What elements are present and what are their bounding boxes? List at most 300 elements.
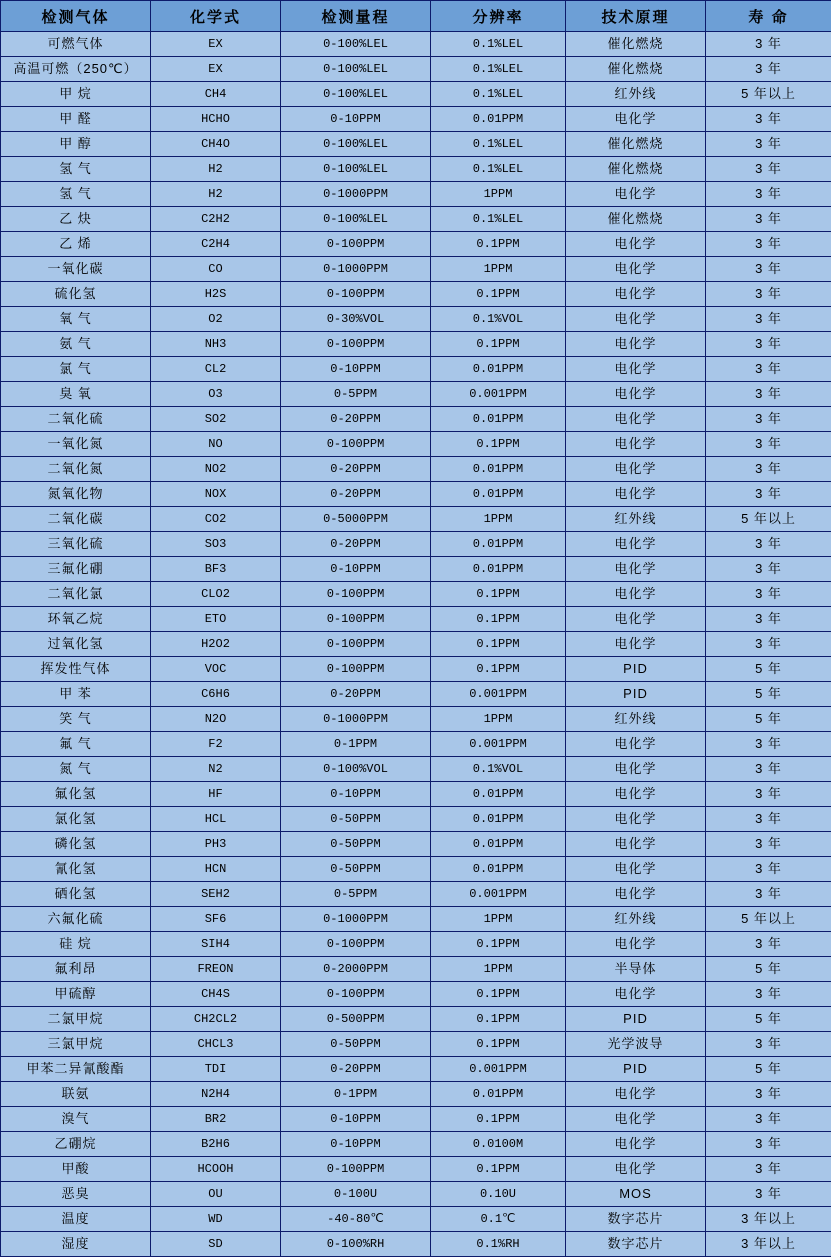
cell-principle: 电化学 bbox=[566, 257, 706, 282]
table-row bbox=[1, 432, 831, 457]
cell-life: 3 年 bbox=[706, 182, 831, 207]
cell-formula: HCHO bbox=[151, 107, 281, 132]
cell-gas: 二氧化氮 bbox=[1, 457, 151, 482]
cell-range: 0-100PPM bbox=[281, 657, 431, 682]
cell-formula: NO2 bbox=[151, 457, 281, 482]
cell-life: 3 年 bbox=[706, 282, 831, 307]
cell-principle: 电化学 bbox=[566, 307, 706, 332]
cell-range: 0-100%LEL bbox=[281, 57, 431, 82]
cell-formula: FREON bbox=[151, 957, 281, 982]
cell-gas: 氯 气 bbox=[1, 357, 151, 382]
cell-resolution: 0.1PPM bbox=[431, 1107, 566, 1132]
cell-gas: 环氧乙烷 bbox=[1, 607, 151, 632]
cell-gas: 甲 烷 bbox=[1, 82, 151, 107]
cell-resolution: 0.1PPM bbox=[431, 1007, 566, 1032]
cell-resolution: 0.1PPM bbox=[431, 282, 566, 307]
cell-resolution: 0.001PPM bbox=[431, 732, 566, 757]
cell-formula: NH3 bbox=[151, 332, 281, 357]
cell-life: 3 年 bbox=[706, 132, 831, 157]
cell-principle: 电化学 bbox=[566, 557, 706, 582]
column-header-principle: 技术原理 bbox=[566, 1, 706, 32]
table-row bbox=[1, 532, 831, 557]
cell-formula: N2H4 bbox=[151, 1082, 281, 1107]
cell-range: 0-100%LEL bbox=[281, 132, 431, 157]
table-row bbox=[1, 832, 831, 857]
cell-resolution: 0.01PPM bbox=[431, 1082, 566, 1107]
cell-range: 0-100PPM bbox=[281, 232, 431, 257]
cell-resolution: 0.0100M bbox=[431, 1132, 566, 1157]
cell-principle: 电化学 bbox=[566, 232, 706, 257]
cell-formula: H2S bbox=[151, 282, 281, 307]
cell-range: 0-10PPM bbox=[281, 107, 431, 132]
cell-principle: 电化学 bbox=[566, 1132, 706, 1157]
cell-gas: 磷化氢 bbox=[1, 832, 151, 857]
cell-gas: 氢 气 bbox=[1, 157, 151, 182]
cell-gas: 氮 气 bbox=[1, 757, 151, 782]
cell-formula: NOX bbox=[151, 482, 281, 507]
cell-range: 0-5PPM bbox=[281, 382, 431, 407]
cell-life: 3 年 bbox=[706, 982, 831, 1007]
cell-formula: TDI bbox=[151, 1057, 281, 1082]
column-header-range: 检测量程 bbox=[281, 1, 431, 32]
cell-formula: WD bbox=[151, 1207, 281, 1232]
cell-resolution: 0.01PPM bbox=[431, 532, 566, 557]
cell-life: 3 年 bbox=[706, 207, 831, 232]
cell-formula: SEH2 bbox=[151, 882, 281, 907]
cell-gas: 三氧化硫 bbox=[1, 532, 151, 557]
cell-principle: 电化学 bbox=[566, 357, 706, 382]
cell-life: 5 年以上 bbox=[706, 82, 831, 107]
cell-principle: 电化学 bbox=[566, 457, 706, 482]
cell-resolution: 0.001PPM bbox=[431, 1057, 566, 1082]
table-header-row bbox=[1, 1, 831, 32]
cell-range: 0-100%LEL bbox=[281, 82, 431, 107]
cell-life: 3 年 bbox=[706, 407, 831, 432]
table-row bbox=[1, 607, 831, 632]
cell-gas: 氯化氢 bbox=[1, 807, 151, 832]
cell-range: 0-10PPM bbox=[281, 1107, 431, 1132]
cell-life: 3 年 bbox=[706, 382, 831, 407]
cell-resolution: 1PPM bbox=[431, 507, 566, 532]
cell-life: 3 年 bbox=[706, 782, 831, 807]
cell-principle: 电化学 bbox=[566, 857, 706, 882]
cell-principle: 电化学 bbox=[566, 807, 706, 832]
cell-principle: 电化学 bbox=[566, 632, 706, 657]
table-body bbox=[1, 32, 831, 1257]
cell-range: 0-100PPM bbox=[281, 632, 431, 657]
cell-gas: 甲硫醇 bbox=[1, 982, 151, 1007]
cell-range: 0-5000PPM bbox=[281, 507, 431, 532]
cell-formula: N2O bbox=[151, 707, 281, 732]
cell-range: 0-100PPM bbox=[281, 982, 431, 1007]
cell-gas: 乙硼烷 bbox=[1, 1132, 151, 1157]
cell-range: 0-20PPM bbox=[281, 1057, 431, 1082]
cell-resolution: 0.1PPM bbox=[431, 982, 566, 1007]
cell-principle: 电化学 bbox=[566, 482, 706, 507]
table-header bbox=[1, 1, 831, 32]
cell-life: 3 年 bbox=[706, 832, 831, 857]
cell-principle: 红外线 bbox=[566, 82, 706, 107]
cell-formula: BF3 bbox=[151, 557, 281, 582]
table-row bbox=[1, 482, 831, 507]
cell-resolution: 0.01PPM bbox=[431, 782, 566, 807]
cell-range: -40-80℃ bbox=[281, 1207, 431, 1232]
cell-resolution: 1PPM bbox=[431, 257, 566, 282]
cell-life: 3 年 bbox=[706, 807, 831, 832]
cell-formula: CH4 bbox=[151, 82, 281, 107]
cell-gas: 硒化氢 bbox=[1, 882, 151, 907]
cell-gas: 恶臭 bbox=[1, 1182, 151, 1207]
cell-principle: 催化燃烧 bbox=[566, 32, 706, 57]
cell-resolution: 1PPM bbox=[431, 182, 566, 207]
cell-formula: CHCL3 bbox=[151, 1032, 281, 1057]
cell-resolution: 0.01PPM bbox=[431, 407, 566, 432]
cell-resolution: 0.01PPM bbox=[431, 857, 566, 882]
cell-principle: 电化学 bbox=[566, 1082, 706, 1107]
cell-formula: C6H6 bbox=[151, 682, 281, 707]
cell-gas: 甲 醇 bbox=[1, 132, 151, 157]
cell-gas: 三氯甲烷 bbox=[1, 1032, 151, 1057]
cell-range: 0-100%LEL bbox=[281, 157, 431, 182]
cell-resolution: 0.001PPM bbox=[431, 382, 566, 407]
cell-life: 5 年 bbox=[706, 657, 831, 682]
cell-resolution: 0.1%LEL bbox=[431, 207, 566, 232]
cell-principle: 催化燃烧 bbox=[566, 207, 706, 232]
cell-resolution: 0.1%LEL bbox=[431, 132, 566, 157]
cell-formula: H2 bbox=[151, 157, 281, 182]
cell-gas: 氟 气 bbox=[1, 732, 151, 757]
table-row bbox=[1, 357, 831, 382]
cell-resolution: 0.1%LEL bbox=[431, 57, 566, 82]
cell-resolution: 0.1%VOL bbox=[431, 757, 566, 782]
cell-principle: 电化学 bbox=[566, 832, 706, 857]
table-row bbox=[1, 932, 831, 957]
column-header-resolution: 分辨率 bbox=[431, 1, 566, 32]
cell-range: 0-1PPM bbox=[281, 732, 431, 757]
cell-resolution: 0.01PPM bbox=[431, 807, 566, 832]
cell-range: 0-1000PPM bbox=[281, 257, 431, 282]
cell-life: 3 年 bbox=[706, 57, 831, 82]
cell-resolution: 0.1PPM bbox=[431, 932, 566, 957]
table-row bbox=[1, 182, 831, 207]
cell-gas: 甲苯二异氰酸酯 bbox=[1, 1057, 151, 1082]
cell-formula: SIH4 bbox=[151, 932, 281, 957]
cell-life: 3 年 bbox=[706, 882, 831, 907]
cell-resolution: 0.01PPM bbox=[431, 457, 566, 482]
table-row bbox=[1, 632, 831, 657]
table-row bbox=[1, 232, 831, 257]
cell-gas: 甲 醛 bbox=[1, 107, 151, 132]
cell-resolution: 0.01PPM bbox=[431, 482, 566, 507]
cell-formula: BR2 bbox=[151, 1107, 281, 1132]
cell-gas: 氨 气 bbox=[1, 332, 151, 357]
cell-gas: 氢 气 bbox=[1, 182, 151, 207]
table-row bbox=[1, 282, 831, 307]
cell-formula: SO2 bbox=[151, 407, 281, 432]
cell-life: 3 年 bbox=[706, 1107, 831, 1132]
cell-gas: 溴气 bbox=[1, 1107, 151, 1132]
cell-principle: 电化学 bbox=[566, 332, 706, 357]
cell-life: 5 年以上 bbox=[706, 907, 831, 932]
table-row bbox=[1, 1232, 831, 1257]
cell-range: 0-100%LEL bbox=[281, 32, 431, 57]
cell-formula: CLO2 bbox=[151, 582, 281, 607]
cell-principle: 催化燃烧 bbox=[566, 157, 706, 182]
table-row bbox=[1, 857, 831, 882]
cell-principle: 电化学 bbox=[566, 1107, 706, 1132]
table-row bbox=[1, 882, 831, 907]
cell-formula: H2 bbox=[151, 182, 281, 207]
cell-life: 3 年以上 bbox=[706, 1207, 831, 1232]
cell-life: 3 年 bbox=[706, 332, 831, 357]
cell-range: 0-1000PPM bbox=[281, 707, 431, 732]
cell-gas: 一氧化碳 bbox=[1, 257, 151, 282]
cell-principle: 催化燃烧 bbox=[566, 57, 706, 82]
cell-life: 3 年 bbox=[706, 457, 831, 482]
table-row bbox=[1, 157, 831, 182]
cell-formula: C2H2 bbox=[151, 207, 281, 232]
cell-formula: SF6 bbox=[151, 907, 281, 932]
cell-range: 0-100PPM bbox=[281, 432, 431, 457]
cell-life: 3 年以上 bbox=[706, 1232, 831, 1257]
cell-principle: PID bbox=[566, 682, 706, 707]
cell-principle: 数字芯片 bbox=[566, 1207, 706, 1232]
cell-life: 3 年 bbox=[706, 307, 831, 332]
cell-range: 0-10PPM bbox=[281, 557, 431, 582]
table-row bbox=[1, 982, 831, 1007]
cell-range: 0-5PPM bbox=[281, 882, 431, 907]
cell-life: 3 年 bbox=[706, 1032, 831, 1057]
cell-range: 0-100PPM bbox=[281, 282, 431, 307]
cell-formula: O2 bbox=[151, 307, 281, 332]
cell-resolution: 0.001PPM bbox=[431, 682, 566, 707]
cell-range: 0-10PPM bbox=[281, 357, 431, 382]
table-row bbox=[1, 307, 831, 332]
cell-range: 0-50PPM bbox=[281, 832, 431, 857]
cell-life: 3 年 bbox=[706, 1132, 831, 1157]
table-row bbox=[1, 57, 831, 82]
cell-range: 0-50PPM bbox=[281, 1032, 431, 1057]
cell-principle: PID bbox=[566, 657, 706, 682]
table-row bbox=[1, 1107, 831, 1132]
cell-resolution: 0.01PPM bbox=[431, 107, 566, 132]
cell-life: 3 年 bbox=[706, 1157, 831, 1182]
cell-formula: CO2 bbox=[151, 507, 281, 532]
cell-range: 0-100PPM bbox=[281, 932, 431, 957]
table-row bbox=[1, 257, 831, 282]
cell-resolution: 0.10U bbox=[431, 1182, 566, 1207]
table-row bbox=[1, 207, 831, 232]
cell-principle: 电化学 bbox=[566, 882, 706, 907]
cell-life: 3 年 bbox=[706, 107, 831, 132]
table-row bbox=[1, 1157, 831, 1182]
cell-range: 0-1PPM bbox=[281, 1082, 431, 1107]
cell-range: 0-100%LEL bbox=[281, 207, 431, 232]
column-header-gas: 检测气体 bbox=[1, 1, 151, 32]
table-row bbox=[1, 707, 831, 732]
cell-resolution: 1PPM bbox=[431, 707, 566, 732]
cell-gas: 联氨 bbox=[1, 1082, 151, 1107]
cell-resolution: 0.1PPM bbox=[431, 1157, 566, 1182]
cell-principle: PID bbox=[566, 1057, 706, 1082]
cell-life: 3 年 bbox=[706, 932, 831, 957]
cell-principle: 半导体 bbox=[566, 957, 706, 982]
cell-resolution: 0.1PPM bbox=[431, 432, 566, 457]
cell-life: 3 年 bbox=[706, 582, 831, 607]
cell-principle: 红外线 bbox=[566, 907, 706, 932]
table-row bbox=[1, 907, 831, 932]
cell-formula: B2H6 bbox=[151, 1132, 281, 1157]
cell-gas: 甲 苯 bbox=[1, 682, 151, 707]
cell-formula: C2H4 bbox=[151, 232, 281, 257]
cell-formula: H2O2 bbox=[151, 632, 281, 657]
cell-principle: 红外线 bbox=[566, 707, 706, 732]
cell-resolution: 0.01PPM bbox=[431, 557, 566, 582]
cell-formula: NO bbox=[151, 432, 281, 457]
cell-principle: 数字芯片 bbox=[566, 1232, 706, 1257]
cell-range: 0-50PPM bbox=[281, 807, 431, 832]
cell-formula: CH4O bbox=[151, 132, 281, 157]
cell-resolution: 0.1℃ bbox=[431, 1207, 566, 1232]
cell-resolution: 1PPM bbox=[431, 907, 566, 932]
cell-life: 5 年 bbox=[706, 682, 831, 707]
cell-resolution: 0.1%VOL bbox=[431, 307, 566, 332]
cell-principle: 电化学 bbox=[566, 1157, 706, 1182]
cell-resolution: 0.1PPM bbox=[431, 632, 566, 657]
cell-range: 0-100PPM bbox=[281, 607, 431, 632]
cell-formula: F2 bbox=[151, 732, 281, 757]
cell-gas: 一氧化氮 bbox=[1, 432, 151, 457]
cell-gas: 臭 氧 bbox=[1, 382, 151, 407]
cell-principle: 电化学 bbox=[566, 982, 706, 1007]
cell-formula: PH3 bbox=[151, 832, 281, 857]
table-row bbox=[1, 1082, 831, 1107]
table-row bbox=[1, 1132, 831, 1157]
cell-life: 3 年 bbox=[706, 632, 831, 657]
cell-principle: 电化学 bbox=[566, 407, 706, 432]
cell-principle: 光学波导 bbox=[566, 1032, 706, 1057]
cell-formula: EX bbox=[151, 32, 281, 57]
cell-range: 0-100%VOL bbox=[281, 757, 431, 782]
cell-formula: O3 bbox=[151, 382, 281, 407]
cell-life: 5 年 bbox=[706, 957, 831, 982]
cell-principle: 电化学 bbox=[566, 432, 706, 457]
cell-life: 3 年 bbox=[706, 1082, 831, 1107]
cell-resolution: 0.1%RH bbox=[431, 1232, 566, 1257]
cell-principle: MOS bbox=[566, 1182, 706, 1207]
cell-principle: 电化学 bbox=[566, 582, 706, 607]
table-row bbox=[1, 1007, 831, 1032]
cell-principle: 电化学 bbox=[566, 107, 706, 132]
cell-range: 0-1000PPM bbox=[281, 907, 431, 932]
cell-resolution: 0.1PPM bbox=[431, 582, 566, 607]
table-row bbox=[1, 382, 831, 407]
table-row bbox=[1, 682, 831, 707]
cell-life: 5 年 bbox=[706, 707, 831, 732]
cell-life: 3 年 bbox=[706, 482, 831, 507]
table-row bbox=[1, 732, 831, 757]
cell-range: 0-30%VOL bbox=[281, 307, 431, 332]
cell-gas: 二氧化氯 bbox=[1, 582, 151, 607]
cell-formula: CH2CL2 bbox=[151, 1007, 281, 1032]
cell-resolution: 0.01PPM bbox=[431, 357, 566, 382]
cell-principle: 电化学 bbox=[566, 282, 706, 307]
cell-principle: 电化学 bbox=[566, 532, 706, 557]
cell-formula: SO3 bbox=[151, 532, 281, 557]
cell-formula: ETO bbox=[151, 607, 281, 632]
cell-formula: CH4S bbox=[151, 982, 281, 1007]
cell-gas: 氮氧化物 bbox=[1, 482, 151, 507]
cell-life: 3 年 bbox=[706, 732, 831, 757]
cell-range: 0-10PPM bbox=[281, 1132, 431, 1157]
cell-principle: 电化学 bbox=[566, 182, 706, 207]
table-row bbox=[1, 32, 831, 57]
table-row bbox=[1, 107, 831, 132]
cell-formula: CL2 bbox=[151, 357, 281, 382]
cell-range: 0-100U bbox=[281, 1182, 431, 1207]
cell-gas: 湿度 bbox=[1, 1232, 151, 1257]
cell-life: 3 年 bbox=[706, 232, 831, 257]
cell-range: 0-20PPM bbox=[281, 682, 431, 707]
cell-formula: VOC bbox=[151, 657, 281, 682]
cell-gas: 笑 气 bbox=[1, 707, 151, 732]
cell-formula: HCOOH bbox=[151, 1157, 281, 1182]
table-row bbox=[1, 582, 831, 607]
cell-life: 3 年 bbox=[706, 257, 831, 282]
cell-range: 0-100PPM bbox=[281, 582, 431, 607]
cell-range: 0-2000PPM bbox=[281, 957, 431, 982]
cell-gas: 乙 烯 bbox=[1, 232, 151, 257]
cell-gas: 二氯甲烷 bbox=[1, 1007, 151, 1032]
cell-gas: 氟利昂 bbox=[1, 957, 151, 982]
cell-life: 3 年 bbox=[706, 532, 831, 557]
cell-gas: 乙 炔 bbox=[1, 207, 151, 232]
cell-resolution: 0.1PPM bbox=[431, 1032, 566, 1057]
cell-gas: 硅 烷 bbox=[1, 932, 151, 957]
cell-principle: 电化学 bbox=[566, 382, 706, 407]
cell-range: 0-20PPM bbox=[281, 457, 431, 482]
table-row bbox=[1, 957, 831, 982]
cell-range: 0-20PPM bbox=[281, 482, 431, 507]
cell-range: 0-100PPM bbox=[281, 332, 431, 357]
cell-formula: HF bbox=[151, 782, 281, 807]
cell-gas: 氰化氢 bbox=[1, 857, 151, 882]
cell-gas: 过氧化氢 bbox=[1, 632, 151, 657]
cell-resolution: 0.1PPM bbox=[431, 607, 566, 632]
cell-principle: PID bbox=[566, 1007, 706, 1032]
cell-range: 0-100%RH bbox=[281, 1232, 431, 1257]
cell-gas: 可燃气体 bbox=[1, 32, 151, 57]
cell-principle: 电化学 bbox=[566, 782, 706, 807]
table-row bbox=[1, 657, 831, 682]
cell-resolution: 0.1PPM bbox=[431, 657, 566, 682]
cell-formula: HCL bbox=[151, 807, 281, 832]
cell-formula: HCN bbox=[151, 857, 281, 882]
table-row bbox=[1, 557, 831, 582]
cell-range: 0-50PPM bbox=[281, 857, 431, 882]
table-row bbox=[1, 782, 831, 807]
cell-gas: 二氧化碳 bbox=[1, 507, 151, 532]
table-row bbox=[1, 82, 831, 107]
cell-resolution: 0.001PPM bbox=[431, 882, 566, 907]
cell-range: 0-20PPM bbox=[281, 532, 431, 557]
table-row bbox=[1, 457, 831, 482]
cell-principle: 电化学 bbox=[566, 607, 706, 632]
cell-gas: 甲酸 bbox=[1, 1157, 151, 1182]
table-row bbox=[1, 1182, 831, 1207]
cell-principle: 催化燃烧 bbox=[566, 132, 706, 157]
cell-gas: 六氟化硫 bbox=[1, 907, 151, 932]
